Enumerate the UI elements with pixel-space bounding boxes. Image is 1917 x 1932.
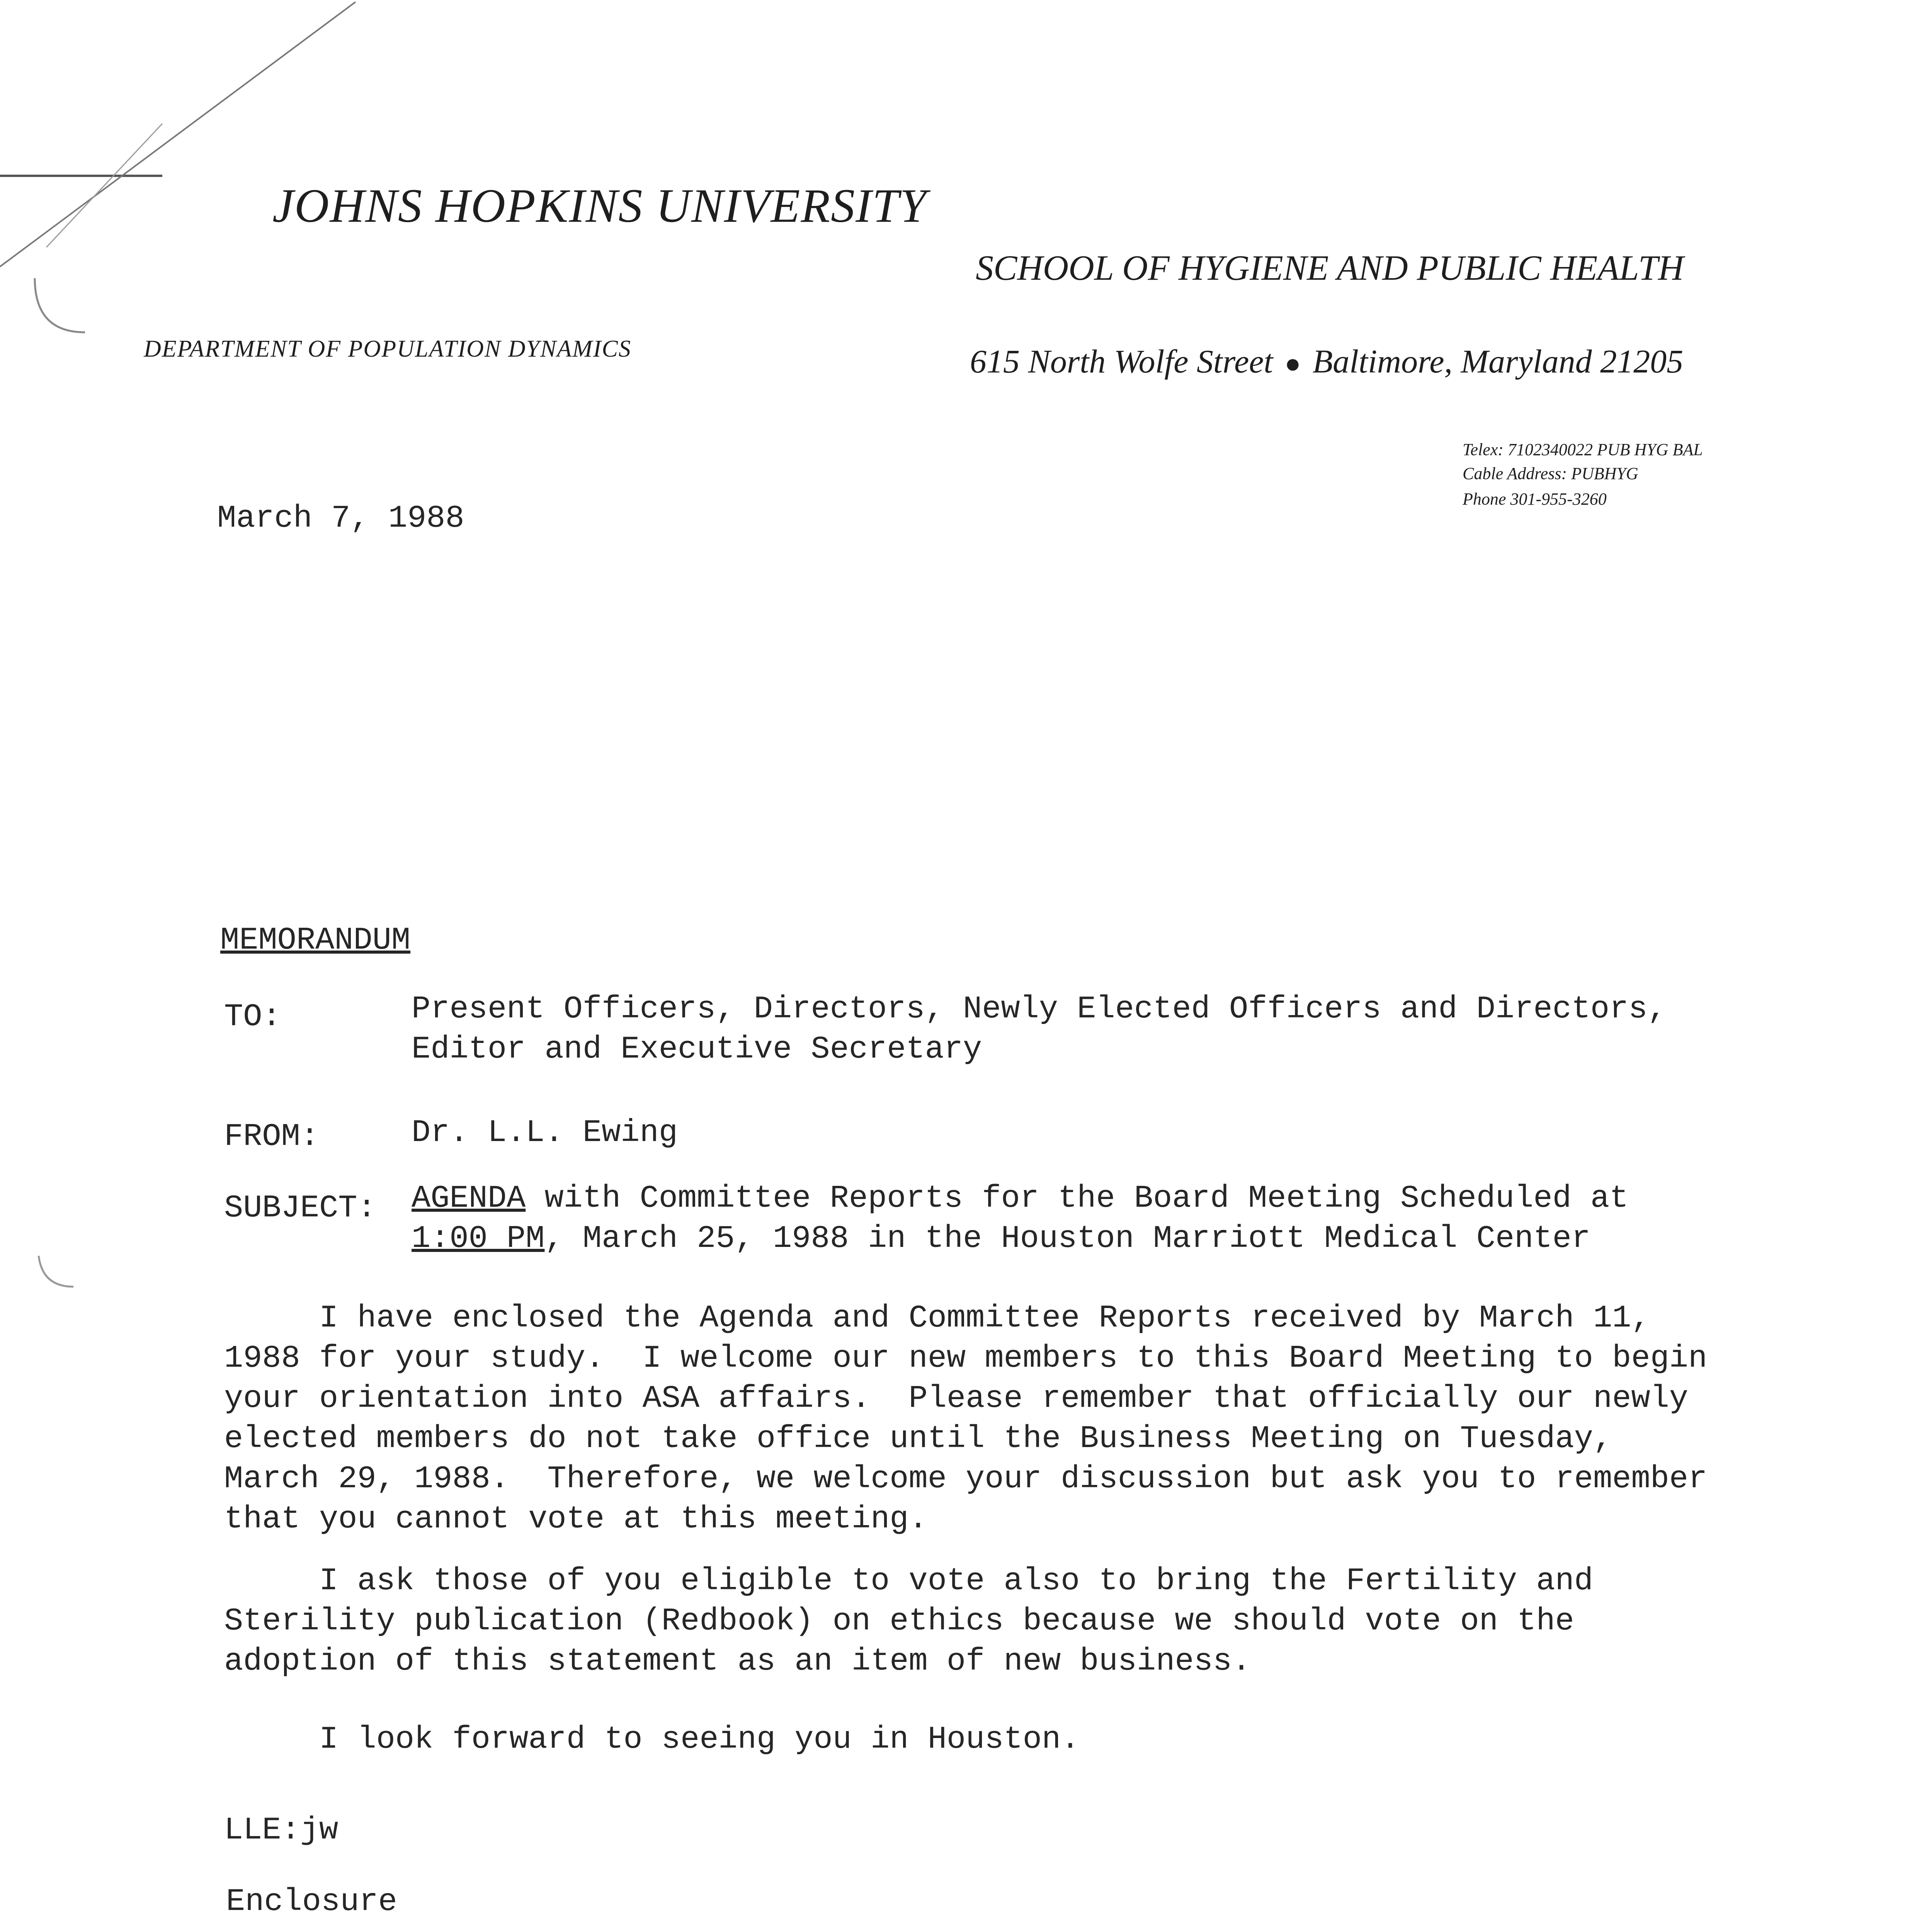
school-name: SCHOOL OF HYGIENE AND PUBLIC HEALTH <box>976 248 1684 287</box>
cable-address-line: Cable Address: PUBHYG <box>1463 464 1638 483</box>
punch-hole-arc-middle <box>31 1248 77 1294</box>
memo-paragraph-1: I have enclosed the Agenda and Committee Reports received by March 11, 1988 for your study. I welcome our new members to this Board Meeting to begin your orientation into ASA affairs. Please remember that officially our newly elected members do not take office until the Business Meeting on Tuesday, March 29, 1988. Therefore, we welcome your discussion but ask you to remember that you cannot vote at this meeting. <box>224 1300 1708 1537</box>
memo-heading: MEMORANDUM <box>220 922 411 958</box>
to-recipients: Present Officers, Directors, Newly Elected Officers and Directors, Editor and Executive Secretary <box>412 991 1667 1067</box>
department-name: DEPARTMENT OF POPULATION DYNAMICS <box>144 336 631 362</box>
subject-agenda: AGENDA <box>412 1180 526 1216</box>
subject-text <box>412 1179 1628 1259</box>
telex-line: Telex: 7102340022 PUB HYG BAL <box>1463 440 1703 459</box>
address-city: Baltimore, Maryland 21205 <box>1312 343 1684 380</box>
subject-line2: , March 25, 1988 in the Houston Marriott Medical Center <box>544 1221 1590 1257</box>
subject-label: SUBJECT: <box>224 1190 376 1226</box>
bullet-icon: ● <box>1284 349 1301 379</box>
subject-line1: with Committee Reports for the Board Meeting Scheduled at <box>526 1180 1629 1216</box>
address-street: 615 North Wolfe Street <box>970 343 1273 380</box>
university-name: JOHNS HOPKINS UNIVERSITY <box>272 179 927 232</box>
memo-paragraph-2: I ask those of you eligible to vote also to bring the Fertility and Sterility publication (Redbook) on ethics because we should vote on the adoption of this statement as an item of new business. <box>224 1563 1593 1679</box>
memo-date: March 7, 1988 <box>217 500 464 536</box>
memo-paragraph-3: I look forward to seeing you in Houston. <box>224 1721 1080 1757</box>
from-sender: Dr. L.L. Ewing <box>412 1115 678 1151</box>
address-line <box>970 342 1683 381</box>
enclosure-note: Enclosure <box>226 1884 397 1920</box>
to-label: TO: <box>224 999 281 1035</box>
from-label: FROM: <box>224 1119 320 1155</box>
punch-hole-arc-top <box>27 270 89 340</box>
subject-time: 1:00 PM <box>412 1221 545 1257</box>
phone-line: Phone 301-955-3260 <box>1463 490 1607 509</box>
typist-initials: LLE:jw <box>224 1812 338 1848</box>
